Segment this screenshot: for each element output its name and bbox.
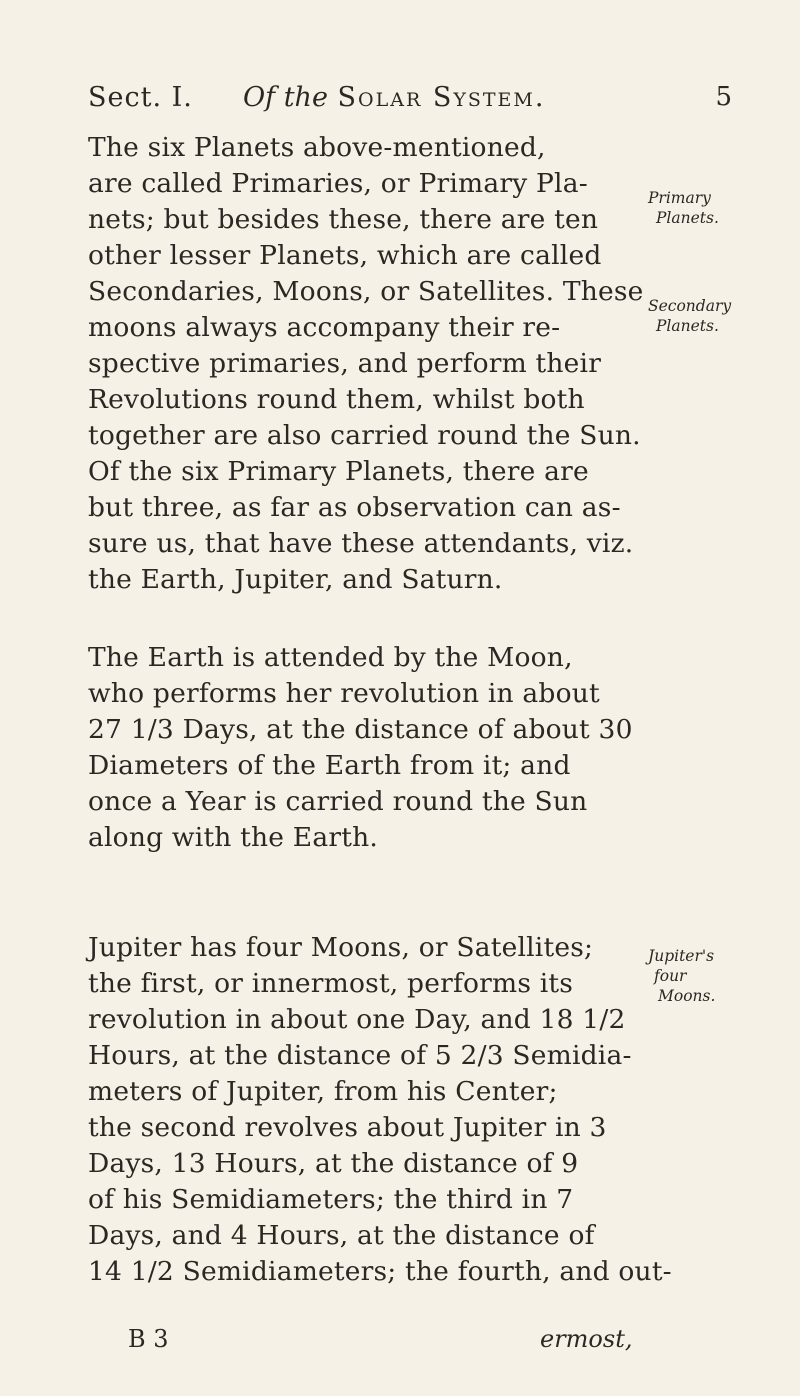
paragraph-primaries — [88, 130, 728, 598]
running-header — [88, 82, 733, 122]
text-line: who performs her revolution in about — [88, 678, 600, 709]
text-line: together are also carried round the Sun. — [88, 420, 641, 451]
margin-note-jupiter: Jupiter's four Moons. — [648, 947, 716, 1005]
margin-note-primary: Primary Planets. — [648, 189, 719, 227]
paragraph-jupiter-moons — [88, 930, 728, 1290]
text-line: but three, as far as observation can as- — [88, 492, 621, 523]
catchword: ermost, — [540, 1325, 633, 1353]
text-line: other lesser Planets, which are called — [88, 240, 602, 271]
page-number: 5 — [715, 82, 733, 112]
text-line: are called Primaries, or Primary Pla- — [88, 168, 588, 199]
text-line: the first, or innermost, performs its — [88, 968, 574, 999]
section-label: Sect. I. — [88, 82, 193, 113]
text-line: nets; but besides these, there are ten — [88, 204, 599, 235]
text-line: Hours, at the distance of 5 2/3 Semidia- — [88, 1040, 632, 1071]
text-line: The six Planets above-mentioned, — [88, 132, 546, 163]
text-line: of his Semidiameters; the third in 7 — [88, 1184, 574, 1215]
text-line: sure us, that have these attendants, viz. — [88, 528, 634, 559]
text-line: 14 1/2 Semidiameters; the fourth, and out- — [88, 1256, 672, 1287]
text-line: moons always accompany their re- — [88, 312, 561, 343]
text-line: 27 1/3 Days, at the distance of about 30 — [88, 714, 633, 745]
title-caps: Solar System. — [337, 82, 546, 113]
text-line: Jupiter has four Moons, or Satellites; — [88, 932, 594, 963]
paragraph-earth-moon — [88, 640, 728, 856]
title-italic: Of the — [243, 82, 328, 113]
text-line: spective primaries, and perform their — [88, 348, 602, 379]
text-line: Days, 13 Hours, at the distance of 9 — [88, 1148, 579, 1179]
text-line: the Earth, Jupiter, and Saturn. — [88, 564, 503, 595]
text-line: along with the Earth. — [88, 822, 378, 853]
text-line: Of the six Primary Planets, there are — [88, 456, 589, 487]
text-line: once a Year is carried round the Sun — [88, 786, 588, 817]
text-line: Diameters of the Earth from it; and — [88, 750, 571, 781]
text-line: meters of Jupiter, from his Center; — [88, 1076, 558, 1107]
text-line: revolution in about one Day, and 18 1/2 — [88, 1004, 626, 1035]
text-line: The Earth is attended by the Moon, — [88, 642, 573, 673]
margin-note-secondary: Secondary Planets. — [648, 297, 732, 335]
text-line: Secondaries, Moons, or Satellites. These — [88, 276, 644, 307]
signature-mark: B 3 — [128, 1325, 169, 1353]
running-title — [243, 82, 545, 113]
text-line: Revolutions round them, whilst both — [88, 384, 585, 415]
text-line: the second revolves about Jupiter in 3 — [88, 1112, 607, 1143]
text-line: Days, and 4 Hours, at the distance of — [88, 1220, 595, 1251]
